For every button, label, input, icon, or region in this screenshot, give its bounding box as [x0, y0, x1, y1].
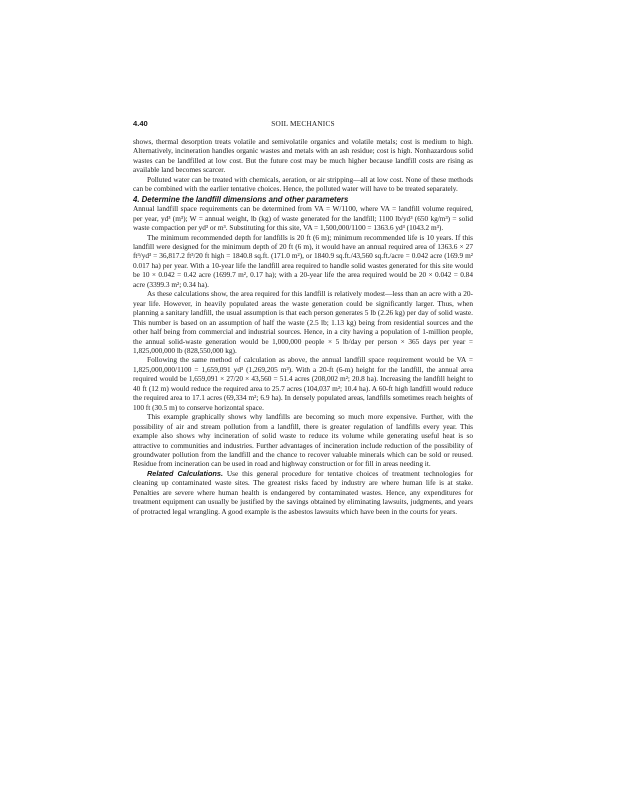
- paragraph-annual-space: Annual landfill space requirements can be determined from VA = W/1100, where VA = landfill volume required, per year, yd³ (m³); W = annual weight, lb (kg) of waste generated for the landfill; 1100 lb/yd³ (650 kg/m³) = solid waste compaction per yd³ or m³. Substituting for this site, VA = 1,500,000/1100 = 1363.6 yd³ (1043.2 m³).: [133, 204, 473, 233]
- paragraph-city-calculation: Following the same method of calculation as above, the annual landfill space requirement would be VA = 1,825,000,000/1100 = 1,659,091 yd³ (1,269,205 m³). With a 20-ft (6-m) height for the landfill, the annual area required would be 1,659,091 × 27/20 × 43,560 = 51.4 acres (208,002 m²; 20.8 ha). Increasing the landfill height to 40 ft (12 m) would reduce the required area to 25.7 acres (104,037 m²; 10.4 ha). A 60-ft high landfill would reduce the required area to 17.1 acres (69,334 m²; 6.9 ha). In densely populated areas, landfills sometimes reach heights of 100 ft (30.5 m) to conserve horizontal space.: [133, 355, 473, 412]
- paragraph-related-calculations: [133, 469, 473, 516]
- paragraph-expensive-landfills: This example graphically shows why landfills are becoming so much more expensive. Further, with the possibility of air and stream pollution from a landfill, there is greater regulation of landfills every year. This example also shows why incineration of solid waste to reduce its volume while generating useful heat is so attractive to communities and industries. Further advantages of incineration include reduction of the possibility of groundwater pollution from the landfill and the chance to recover valuable minerals which can be sold or reused. Residue from incineration can be used in road and highway construction or for fill in areas needing it.: [133, 412, 473, 469]
- related-calculations-text: Use this general procedure for tentative choices of treatment technologies for cleaning up contaminated waste sites. The greatest risks faced by industry are where human life is at stake. Penalties are severe where human health is endangered by contaminated wastes. Hence, any expenditures for treatment equipment can usually be justified by the savings obtained by eliminating lawsuits, judgments, and years of protracted legal wrangling. A good example is the asbestos lawsuits which have been in the courts for years.: [133, 468, 473, 516]
- body-text: [133, 137, 473, 516]
- paragraph-treatment-summary: shows, thermal desorption treats volatile and semivolatile organics and volatile metals; cost is medium to high. Alternatively, incineration handles organic wastes and metals with an ash residue; cost is high. Nonhazardous solid wastes can be landfilled at low cost. But the future cost may be much higher because landfill costs are rising as available land becomes scarcer.: [133, 137, 473, 175]
- step-heading: 4. Determine the landfill dimensions and other parameters: [133, 194, 349, 204]
- paragraph-minimum-depth: The minimum recommended depth for landfills is 20 ft (6 m); minimum recommended life is 10 years. If this landfill were designed for the minimum depth of 20 ft (6 m), it would have an annual required area of 1363.6 × 27 ft³/yd³ = 36,817.2 ft³/20 ft high = 1840.8 sq.ft. (171.0 m²), or 1840.9 sq.ft./43,560 sq.ft./acre = 0.042 acre (169.9 m² 0.017 ha) per year. With a 10-year life the landfill area required to handle solid wastes generated for this site would be 10 × 0.042 = 0.42 acre (1699.7 m², 0.17 ha); with a 20-year life the area required would be 20 × 0.042 = 0.84 acre (3399.3 m²; 0.34 ha).: [133, 232, 473, 289]
- related-calculations-heading: Related Calculations.: [147, 468, 223, 478]
- paragraph-populated-areas: As these calculations show, the area required for this landfill is relatively modest—less than an acre with a 20-year life. However, in heavily populated areas the waste generation could be significantly larger. Thus, when planning a sanitary landfill, the usual assumption is that each person generates 5 lb (2.26 kg) per day of solid waste. This number is based on an assumption of half the waste (2.5 lb; 1.13 kg) being from residential sources and the other half being from commercial and industrial sources. Hence, in a city having a population of 1-million people, the annual solid-waste generation would be 1,000,000 people × 5 lb/day per person × 365 days per year = 1,825,000,000 lb (828,550,000 kg).: [133, 289, 473, 355]
- running-title: SOIL MECHANICS: [271, 119, 335, 128]
- page-number: 4.40: [133, 119, 148, 128]
- paragraph-polluted-water: Polluted water can be treated with chemicals, aeration, or air stripping—all at low cost. None of these methods can be combined with the earlier tentative choices. Hence, the polluted water will have to be treated separately.: [133, 174, 473, 194]
- running-header: [133, 117, 473, 131]
